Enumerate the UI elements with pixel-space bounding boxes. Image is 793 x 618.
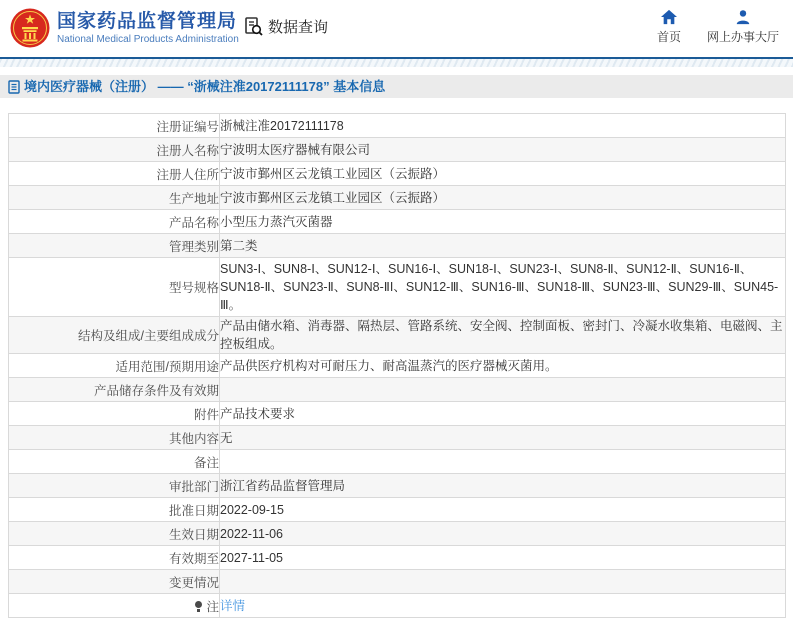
info-table [8, 113, 786, 618]
site-subtitle: National Medical Products Administration [57, 33, 239, 45]
table-row [9, 522, 786, 546]
row-label: 管理类别 [9, 234, 220, 258]
details-link[interactable]: 详情 [220, 598, 246, 613]
row-value [220, 594, 786, 618]
row-label: 型号规格 [9, 258, 220, 317]
data-query-button[interactable] [243, 16, 328, 37]
breadcrumb-text: 境内医疗器械（注册） —— “浙械注准20172111178” 基本信息 [24, 79, 386, 94]
table-row [9, 498, 786, 522]
top-nav [657, 9, 779, 45]
row-label: 生产地址 [9, 186, 220, 210]
table-row [9, 474, 786, 498]
table-row [9, 210, 786, 234]
row-value: 小型压力蒸汽灭菌器 [220, 210, 786, 234]
table-row [9, 114, 786, 138]
row-value: 宁波明太医疗器械有限公司 [220, 138, 786, 162]
table-row [9, 354, 786, 378]
row-label: 注册人住所 [9, 162, 220, 186]
row-label: 注册证编号 [9, 114, 220, 138]
site-header [0, 0, 793, 57]
nav-service-hall-label: 网上办事大厅 [706, 30, 779, 44]
row-value [220, 570, 786, 594]
table-row [9, 317, 786, 354]
table-row [9, 234, 786, 258]
table-row [9, 570, 786, 594]
nmpa-logo [10, 8, 239, 48]
row-value: 浙械注准20172111178 [220, 114, 786, 138]
info-table-body [9, 114, 786, 618]
row-value: 产品供医疗机构对可耐压力、耐高温蒸汽的医疗器械灭菌用。 [220, 354, 786, 378]
data-query-label: 数据查询 [268, 19, 329, 36]
nav-home[interactable] [657, 9, 681, 45]
row-label: 注 [9, 594, 220, 618]
table-row [9, 426, 786, 450]
row-value: 2027-11-05 [220, 546, 786, 570]
row-label: 备注 [9, 450, 220, 474]
row-label: 产品储存条件及有效期 [9, 378, 220, 402]
row-value: 宁波市鄞州区云龙镇工业园区（云振路） [220, 186, 786, 210]
table-row [9, 546, 786, 570]
row-label: 批准日期 [9, 498, 220, 522]
breadcrumb [0, 75, 793, 98]
table-row [9, 402, 786, 426]
row-value: 产品由储水箱、消毒器、隔热层、管路系统、安全阀、控制面板、密封门、冷凝水收集箱、电磁阀、主控板组成。 [220, 317, 786, 354]
row-label: 变更情况 [9, 570, 220, 594]
header-stripe-band [0, 59, 793, 67]
table-row [9, 378, 786, 402]
note-icon [194, 601, 203, 612]
row-label: 生效日期 [9, 522, 220, 546]
site-title: 国家药品监督管理局 [57, 10, 238, 32]
row-value: SUN3-Ⅰ、SUN8-Ⅰ、SUN12-Ⅰ、SUN16-Ⅰ、SUN18-Ⅰ、SUN23-Ⅰ、SUN8-Ⅱ、SUN12-Ⅱ、SUN16-Ⅱ、SUN18-Ⅱ、SUN23-Ⅱ、SUN8-ⅡI、SUN12-Ⅲ、SUN16-Ⅲ、SUN18-Ⅲ、SUN23-Ⅲ、SUN29-Ⅲ、SUN45-Ⅲ。 [220, 258, 786, 317]
row-value: 产品技术要求 [220, 402, 786, 426]
table-row [9, 594, 786, 618]
table-row [9, 258, 786, 317]
row-value: 浙江省药品监督管理局 [220, 474, 786, 498]
row-value [220, 450, 786, 474]
row-value: 2022-11-06 [220, 522, 786, 546]
row-value: 第二类 [220, 234, 786, 258]
row-value: 宁波市鄞州区云龙镇工业园区（云振路） [220, 162, 786, 186]
national-emblem-icon [10, 8, 50, 48]
row-value: 2022-09-15 [220, 498, 786, 522]
document-icon [8, 80, 20, 94]
document-search-icon [243, 16, 264, 37]
table-row [9, 450, 786, 474]
home-icon [660, 9, 678, 25]
table-row [9, 186, 786, 210]
nav-home-label: 首页 [656, 30, 681, 44]
row-label: 产品名称 [9, 210, 220, 234]
row-label: 注册人名称 [9, 138, 220, 162]
table-row [9, 138, 786, 162]
row-value [220, 378, 786, 402]
row-label: 有效期至 [9, 546, 220, 570]
user-icon [735, 9, 751, 25]
row-label: 审批部门 [9, 474, 220, 498]
table-row [9, 162, 786, 186]
row-label: 适用范围/预期用途 [9, 354, 220, 378]
row-label: 附件 [9, 402, 220, 426]
row-label: 其他内容 [9, 426, 220, 450]
nav-service-hall[interactable] [707, 9, 779, 45]
row-value: 无 [220, 426, 786, 450]
row-label: 结构及组成/主要组成成分 [9, 317, 220, 354]
